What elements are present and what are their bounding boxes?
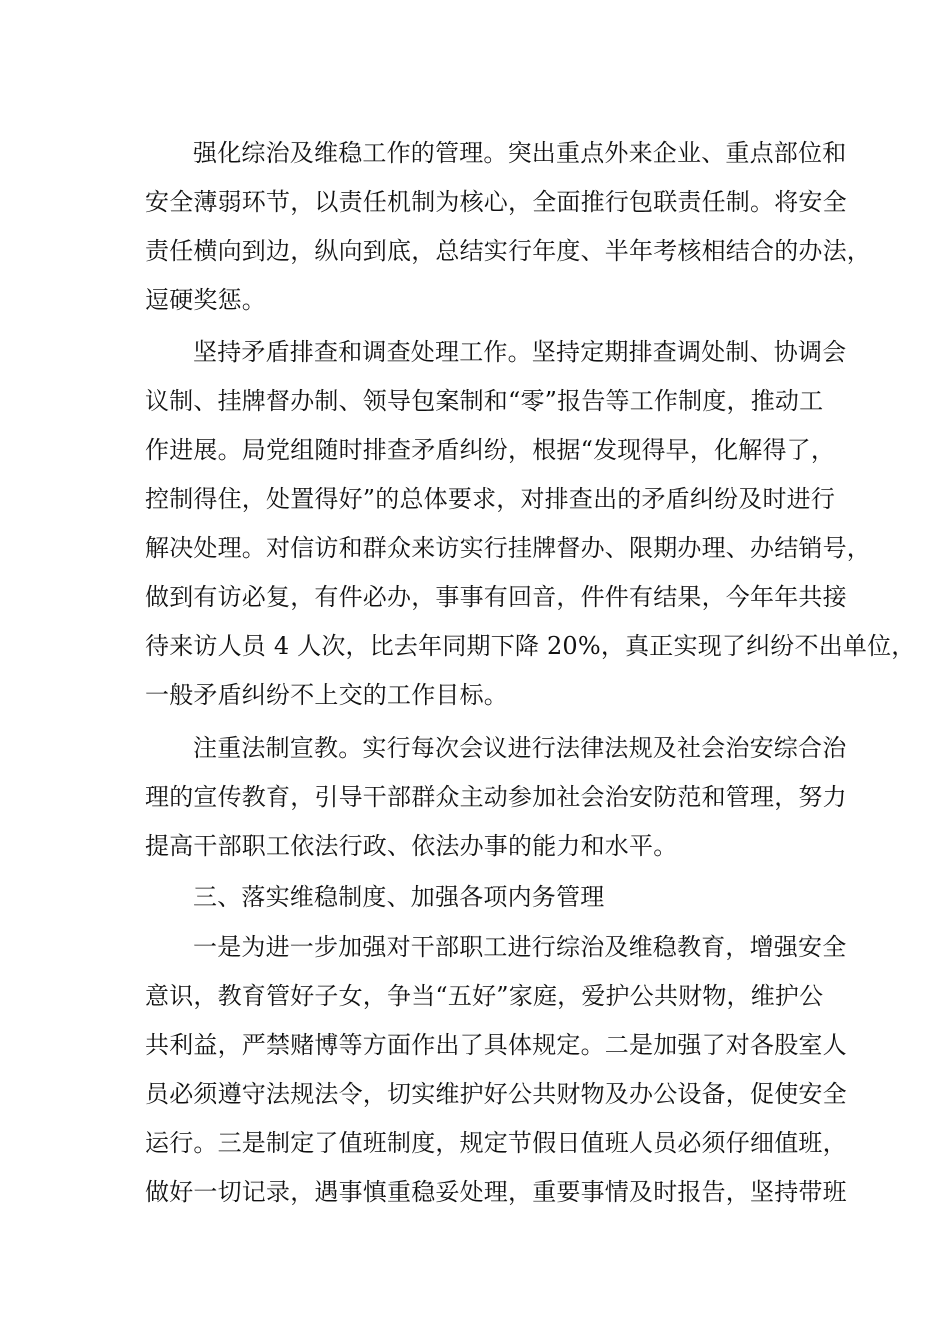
paragraph-line: 责任横向到边，纵向到底，总结实行年度、半年考核相结合的办法，	[145, 237, 871, 265]
paragraph-line: 理的宣传教育，引导干部群众主动参加社会治安防范和管理，努力	[145, 783, 847, 811]
paragraph-line: 共利益，严禁赌博等方面作出了具体规定。二是加强了对各股室人	[145, 1031, 847, 1059]
paragraph-line: 注重法制宣教。实行每次会议进行法律法规及社会治安综合治	[193, 734, 847, 762]
paragraph-line: 一是为进一步加强对干部职工进行综治及维稳教育，增强安全	[193, 933, 847, 961]
paragraph-line: 待来访人员 4 人次，比去年同期下降 20%，真正实现了纠纷不出单位，	[145, 632, 916, 660]
paragraph-line: 一般矛盾纠纷不上交的工作目标。	[145, 681, 508, 709]
paragraph-line: 做好一切记录，遇事慎重稳妥处理，重要事情及时报告，坚持带班	[145, 1178, 847, 1206]
paragraph-line: 提高干部职工依法行政、依法办事的能力和水平。	[145, 832, 678, 860]
paragraph-line: 逗硬奖惩。	[145, 286, 266, 314]
paragraph-line: 意识，教育管好子女，争当“五好”家庭，爱护公共财物，维护公	[145, 982, 824, 1010]
paragraph-line: 作进展。局党组随时排查矛盾纠纷，根据“发现得早，化解得了，	[145, 436, 836, 464]
paragraph-line: 控制得住，处置得好”的总体要求，对排查出的矛盾纠纷及时进行	[145, 485, 836, 513]
paragraph-line: 做到有访必复，有件必办，事事有回音，件件有结果，今年年共接	[145, 583, 847, 611]
paragraph-line: 强化综治及维稳工作的管理。突出重点外来企业、重点部位和	[193, 139, 847, 167]
paragraph-line: 运行。三是制定了值班制度，规定节假日值班人员必须仔细值班，	[145, 1129, 847, 1157]
paragraph-line: 安全薄弱环节，以责任机制为核心，全面推行包联责任制。将安全	[145, 188, 847, 216]
section-heading: 三、落实维稳制度、加强各项内务管理	[193, 883, 605, 911]
paragraph-line: 员必须遵守法规法令，切实维护好公共财物及办公设备，促使安全	[145, 1080, 847, 1108]
paragraph-line: 议制、挂牌督办制、领导包案制和“零”报告等工作制度，推动工	[145, 387, 824, 415]
paragraph-line: 坚持矛盾排查和调查处理工作。坚持定期排查调处制、协调会	[193, 338, 847, 366]
paragraph-line: 解决处理。对信访和群众来访实行挂牌督办、限期办理、办结销号，	[145, 534, 871, 562]
